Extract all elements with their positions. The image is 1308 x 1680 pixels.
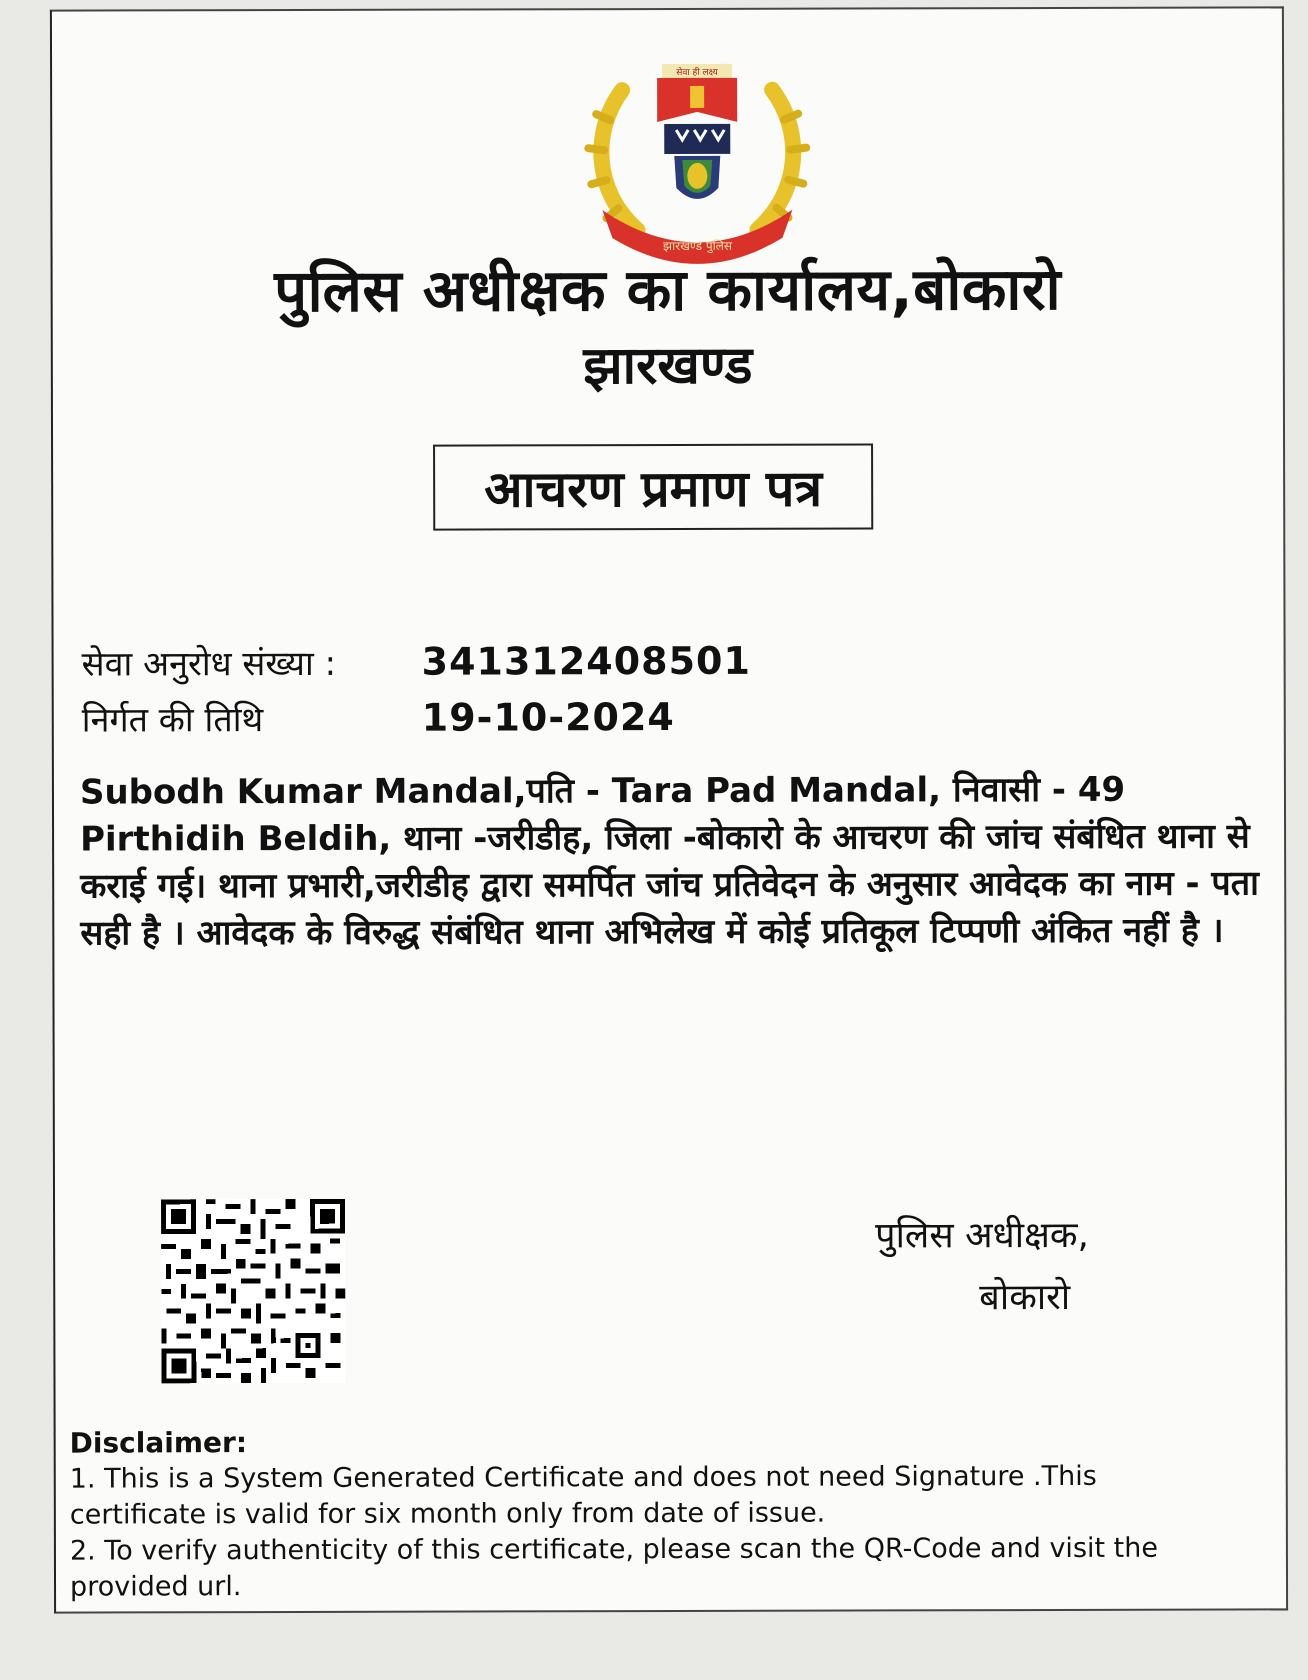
issue-date-row [82, 694, 675, 742]
certificate-body: Subodh Kumar Mandal,पति - Tara Pad Mandal, निवासी - 49 Pirthidih Beldih, थाना -जरीडीह, जिला -बोकारो के आचरण की जांच संबंधित थाना से कराई गई। थाना प्रभारी,जरीडीह द्वारा समर्पित जांच प्रतिवेदन के अनुसार आवेदक का नाम - पता सही है । आवेदक के विरुद्ध संबंधित थाना अभिलेख में कोई प्रतिकूल टिप्पणी अंकित नहीं है । [79, 769, 1259, 954]
jharkhand-police-emblem-icon [582, 60, 813, 271]
certificate-title-text: आचरण प्रमाण पत्र [484, 459, 823, 519]
disclaimer-point-1: 1. This is a System Generated Certificate and does not need Signature .This certificate is valid for six month only from date of issue. [69, 1460, 1097, 1531]
disclaimer-point-2: 2. To verify authenticity of this certificate, please scan the QR-Code and visit the provided url. [69, 1532, 1159, 1603]
disclaimer-heading: Disclaimer: [69, 1426, 248, 1460]
certificate-page [50, 6, 1288, 1613]
service-request-number: 341312408501 [421, 638, 751, 684]
service-request-row [82, 638, 751, 686]
disclaimer [70, 1423, 1220, 1606]
office-title: पुलिस अधीक्षक का कार्यालय,बोकारो [274, 254, 1062, 326]
issue-date-label: निर्गत की तिथि [81, 700, 264, 741]
service-request-label: सेवा अनुरोध संख्या : [81, 643, 337, 685]
certificate-title [433, 443, 873, 530]
signature-designation: पुलिस अधीक्षक, [875, 1214, 1090, 1257]
signature-block [875, 1205, 1175, 1330]
emblem-ribbon-text: झारखण्ड पुलिस [662, 238, 733, 254]
signature-location: बोकारो [979, 1276, 1071, 1319]
qr-code-icon[interactable] [161, 1199, 345, 1383]
issue-date-value: 19-10-2024 [421, 694, 675, 740]
emblem-motto-text: सेवा ही लक्ष्य [676, 67, 718, 78]
state-title: झारखण्ड [583, 335, 753, 397]
